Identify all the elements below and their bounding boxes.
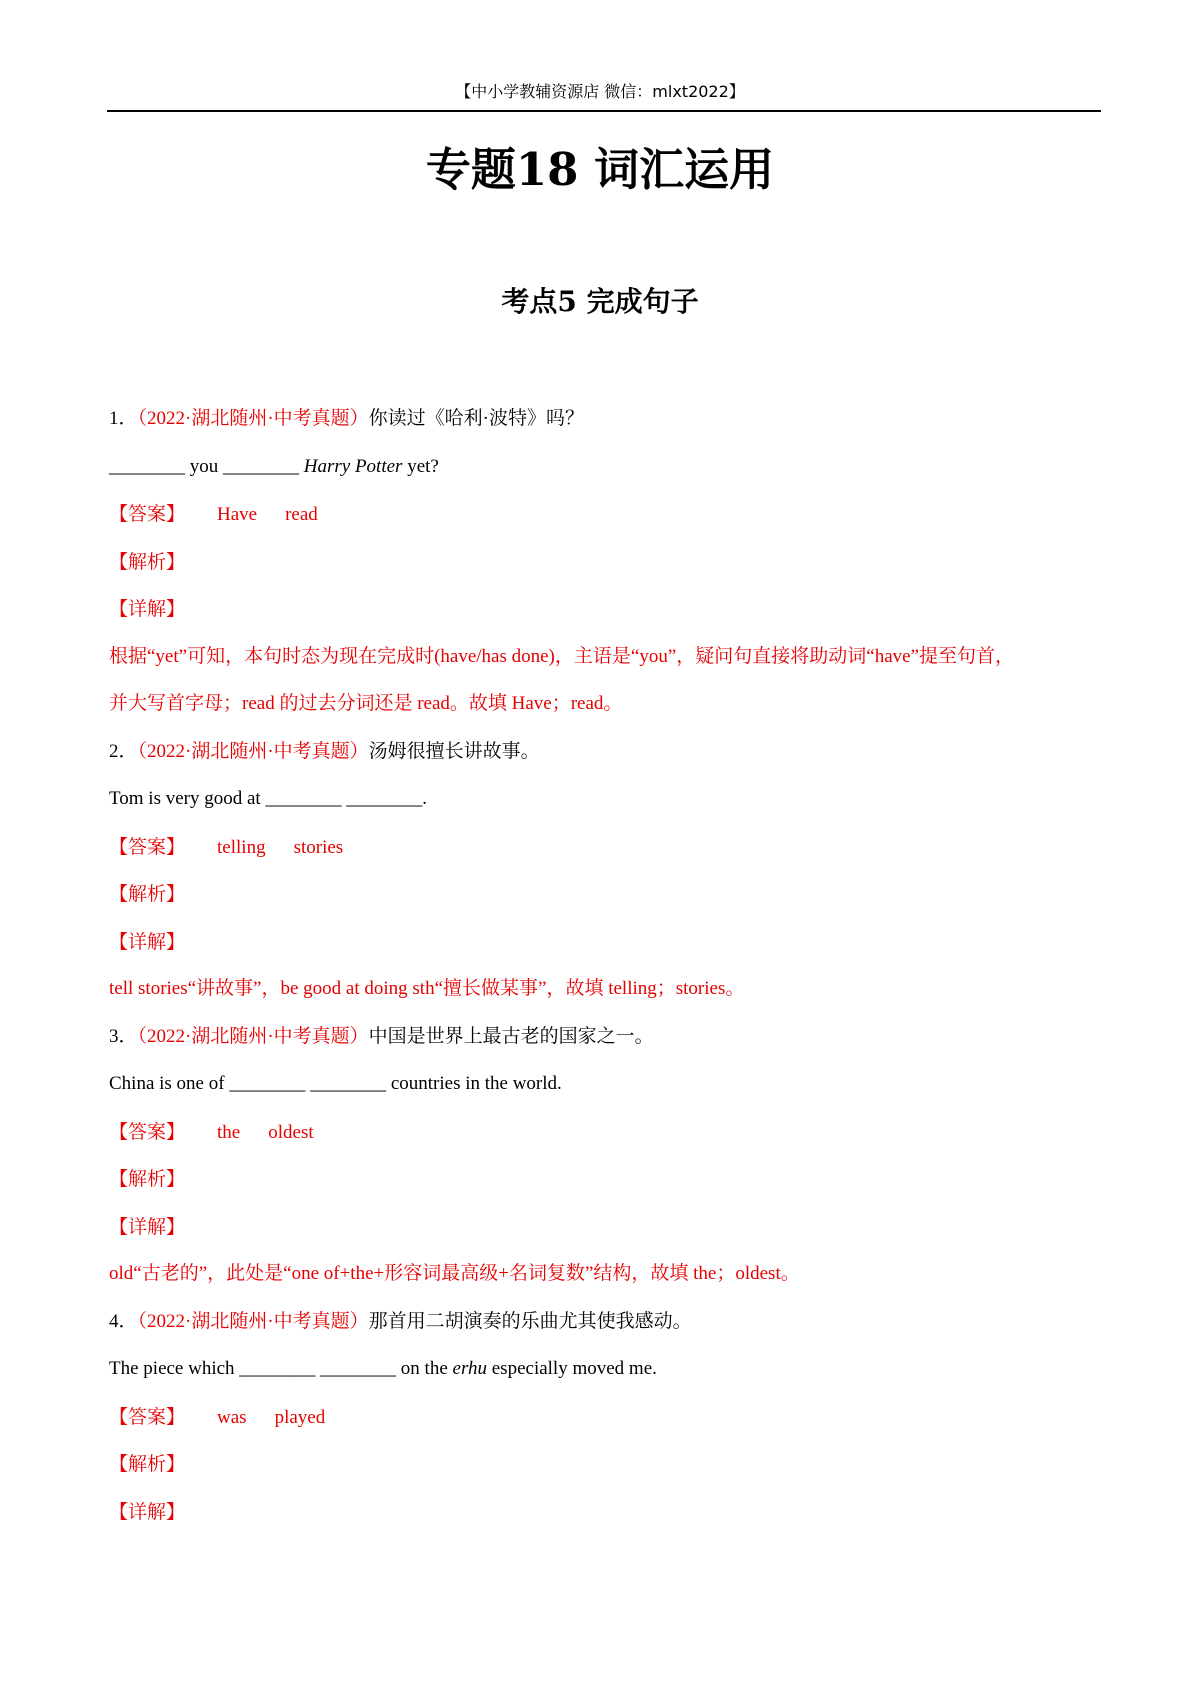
section-subtitle: 考点5 完成句子 (501, 285, 699, 318)
analysis-label: 【解析】 (109, 1453, 186, 1475)
answer-label: 【答案】 (109, 836, 186, 858)
question-1-explanation-line: 根据“yet”可知，本句时态为现在完成时(have/has done)，主语是“you”，疑问句直接将助动词“have”提至句首， (109, 646, 1014, 667)
detail-label: 【详解】 (109, 1501, 186, 1523)
question-2-sentence (109, 787, 427, 811)
question-3-analysis-label (109, 1167, 185, 1192)
sentence-post: yet? (402, 456, 439, 477)
question-1-heading (109, 407, 584, 431)
answer-value: read (285, 504, 318, 525)
sentence-italic: erhu (452, 1358, 487, 1379)
header-divider (107, 110, 1101, 112)
sentence-pre: The piece which ________ ________ on the (109, 1358, 453, 1379)
question-1-analysis-label (109, 550, 185, 575)
question-number: 1． (109, 408, 138, 429)
question-2-heading (109, 740, 540, 764)
question-source: （2022·湖北随州·中考真题） (137, 1311, 369, 1332)
sentence-pre: Tom is very good at ________ ________. (109, 788, 427, 809)
detail-label: 【详解】 (109, 1216, 186, 1238)
question-1-answer (109, 502, 318, 527)
question-prompt: 那首用二胡演奏的乐曲尤其使我感动。 (368, 1311, 692, 1332)
page-title: 专题18 词汇运用 (425, 143, 775, 196)
sentence-post: especially moved me. (487, 1358, 657, 1379)
question-prompt: 你读过《哈利·波特》吗？ (368, 408, 584, 429)
question-4-detail-label (109, 1500, 185, 1525)
answer-value: Have (217, 504, 258, 525)
question-source: （2022·湖北随州·中考真题） (137, 1026, 369, 1047)
sentence-pre: China is one of ________ ________ countries in the world. (109, 1073, 562, 1094)
question-prompt: 中国是世界上最古老的国家之一。 (368, 1026, 654, 1047)
question-number: 3． (109, 1026, 138, 1047)
question-source: （2022·湖北随州·中考真题） (137, 741, 369, 762)
question-2-analysis-label (109, 882, 185, 907)
question-1-sentence (109, 455, 439, 479)
question-4-answer (109, 1405, 325, 1430)
answer-value: telling (217, 837, 266, 858)
question-2-detail-label (109, 930, 185, 955)
analysis-label: 【解析】 (109, 883, 186, 905)
answer-value: the (217, 1122, 241, 1143)
answer-label: 【答案】 (109, 1406, 186, 1428)
question-4-heading (109, 1310, 692, 1334)
analysis-label: 【解析】 (109, 1168, 186, 1190)
question-4-sentence (109, 1357, 657, 1381)
sentence-italic: Harry Potter (303, 456, 403, 477)
answer-value: stories (293, 837, 344, 858)
answer-value: was (217, 1407, 247, 1428)
question-3-explanation-line: old“古老的”，此处是“one of+the+形容词最高级+名词复数”结构，故填 the；oldest。 (109, 1263, 800, 1284)
question-prompt: 汤姆很擅长讲故事。 (368, 741, 540, 762)
question-3-heading (109, 1025, 654, 1049)
question-3-answer (109, 1120, 314, 1145)
question-1-detail-label (109, 597, 185, 622)
detail-label: 【详解】 (109, 598, 186, 620)
answer-label: 【答案】 (109, 1121, 186, 1143)
answer-label: 【答案】 (109, 503, 186, 525)
question-3-sentence (109, 1072, 562, 1096)
question-1-explanation-line: 并大写首字母；read 的过去分词还是 read。故填 Have；read。 (109, 693, 623, 714)
question-number: 2． (109, 741, 138, 762)
question-3-detail-label (109, 1215, 185, 1240)
detail-label: 【详解】 (109, 931, 186, 953)
question-source: （2022·湖北随州·中考真题） (137, 408, 369, 429)
page-header: 【中小学教辅资源店 微信：mlxt2022】 (455, 82, 745, 101)
answer-value: oldest (268, 1122, 314, 1143)
question-2-answer (109, 835, 343, 860)
answer-value: played (274, 1407, 326, 1428)
sentence-pre: ________ you ________ (109, 456, 304, 477)
question-4-analysis-label (109, 1452, 185, 1477)
question-number: 4． (109, 1311, 138, 1332)
question-2-explanation-line: tell stories“讲故事”，be good at doing sth“擅长做某事”，故填 telling；stories。 (109, 978, 745, 999)
analysis-label: 【解析】 (109, 551, 186, 573)
